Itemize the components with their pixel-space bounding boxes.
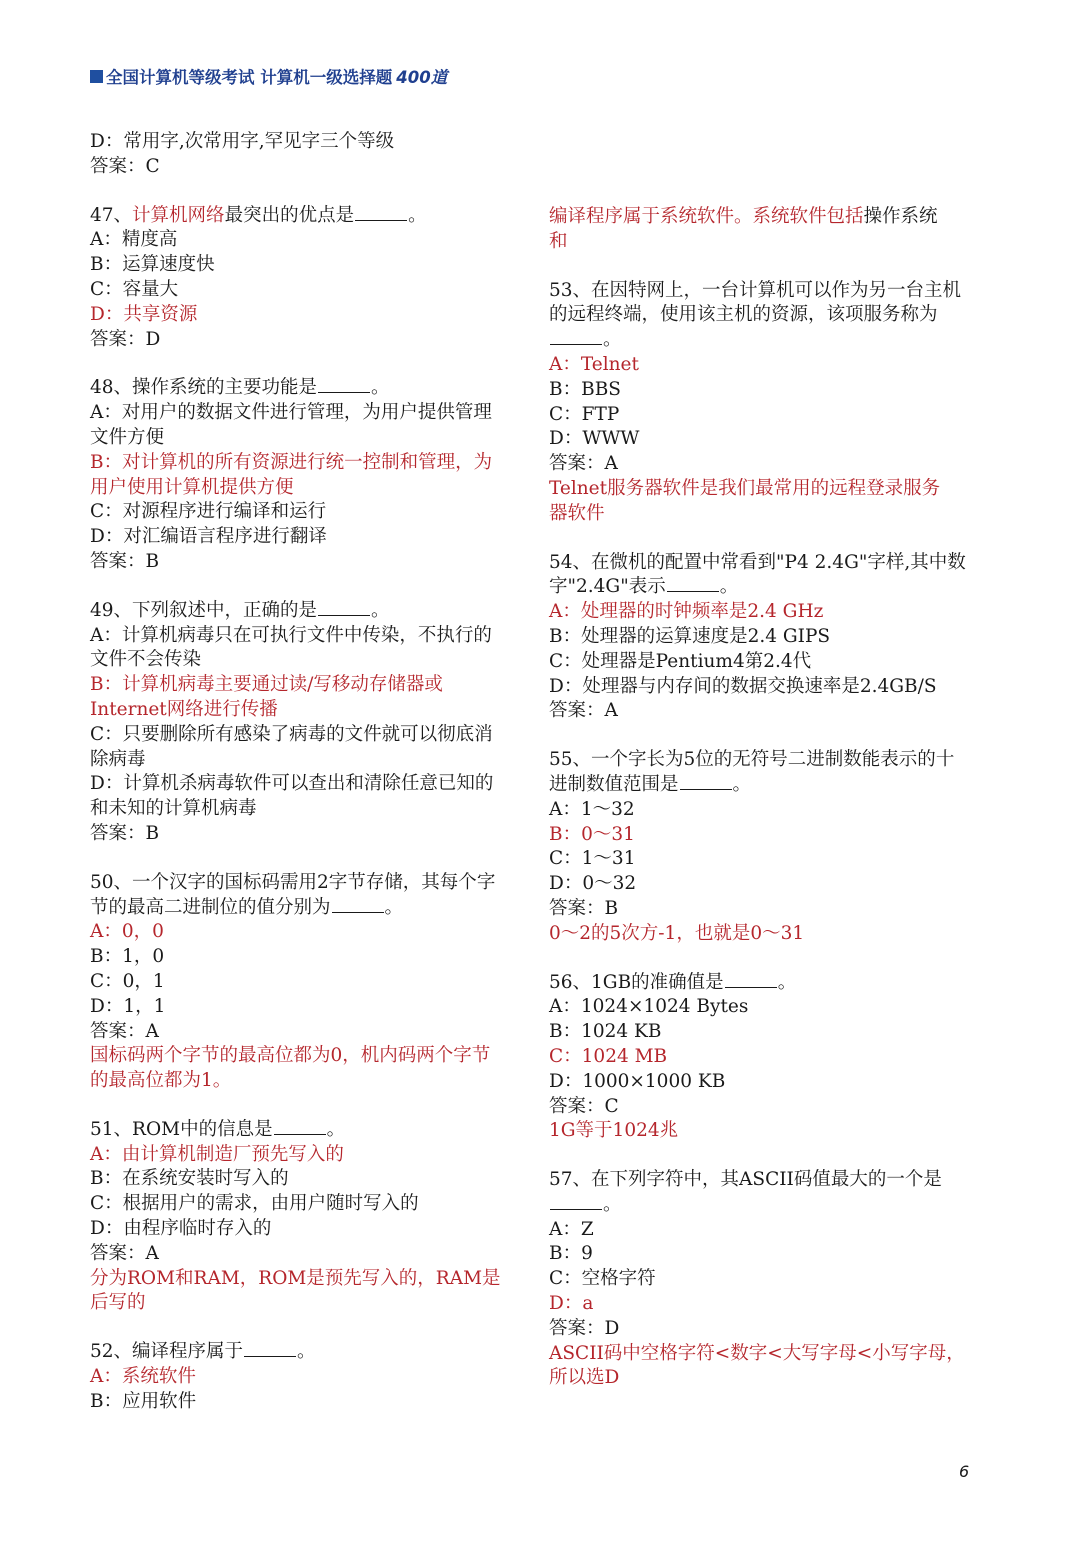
stem-end: 。 [371, 599, 390, 621]
question-block [549, 205, 979, 255]
highlight-line [90, 1143, 515, 1168]
option-line: B：运算速度快 [90, 254, 215, 276]
question-stem [90, 1340, 515, 1365]
question-stem [549, 328, 979, 353]
question-stem [90, 204, 515, 229]
answer-blank [667, 590, 719, 592]
question-stem [549, 303, 979, 328]
answer-blank [680, 788, 732, 790]
option-line: 除病毒 [90, 748, 146, 770]
highlight-line: B：0～31 [549, 823, 635, 845]
option-line: 答案：B [90, 822, 160, 844]
question-block [90, 1340, 515, 1414]
question-block [549, 971, 979, 1145]
question-stem [549, 551, 979, 576]
option-line: C：容量大 [90, 278, 179, 300]
highlight-line: D：a [549, 1293, 594, 1315]
stem-end: 。 [777, 971, 797, 993]
header-square-icon [90, 70, 103, 83]
highlight-line [549, 353, 979, 378]
option-line: C：0，1 [90, 970, 165, 992]
question-block [549, 748, 979, 946]
option-line: D：WWW [549, 428, 640, 450]
question-stem [549, 971, 979, 996]
option-text: 对计算机的所有资源进行统一控制和管理，为 [122, 451, 493, 473]
highlight-line: 器软件 [549, 502, 605, 524]
stem-text: 最突出的优点是 [224, 204, 355, 226]
stem-text: 52、编译程序属于 [90, 1341, 244, 1363]
option-line: D：由程序临时存入的 [90, 1218, 272, 1240]
option-line: 答案：A [90, 1242, 159, 1264]
option-line: 文件方便 [90, 426, 165, 448]
option-line: 答案：D [549, 1317, 620, 1339]
highlight-line: Telnet服务器软件是我们最常用的远程登录服务 [549, 477, 941, 499]
stem-text: 48、操作系统的主要功能是 [90, 377, 318, 399]
highlight-line: 和 [549, 230, 568, 252]
option-line: C：处理器是Pentium4第2.4代 [549, 650, 812, 672]
stem-text: 47、 [90, 204, 133, 226]
option-line: C：空格字符 [549, 1268, 656, 1290]
question-block [549, 1168, 979, 1391]
option-line: B：9 [549, 1243, 593, 1265]
stem-text: 55、一个字长为5位的无符号二进制数能表示的十 [549, 749, 955, 771]
stem-end: 。 [603, 329, 622, 351]
option-line: 答案：A [90, 1020, 159, 1042]
option-label: A： [90, 921, 122, 943]
option-line: C：只要删除所有感染了病毒的文件就可以彻底消 [90, 723, 493, 745]
answer-blank [244, 1355, 296, 1357]
stem-text: 50、一个汉字的国标码需用2字节存储，其每个字 [90, 871, 496, 893]
question-block [90, 871, 515, 1094]
highlight-line: Internet网络进行传播 [90, 698, 278, 720]
option-line: D：常用字,次常用字,罕见字三个等级 [90, 131, 395, 152]
option-line: 和未知的计算机病毒 [90, 798, 257, 820]
stem-text: 54、在微机的配置中常看到"P4 2.4G"字样,其中数 [549, 551, 966, 573]
stem-text: 53、在因特网上，一台计算机可以作为另一台主机 [549, 279, 962, 301]
highlight-line [90, 303, 515, 328]
answer-blank [318, 391, 370, 393]
option-line: D：0～32 [549, 873, 637, 895]
option-line: B：在系统安装时写入的 [90, 1168, 289, 1190]
stem-text: 进制数值范围是 [549, 773, 679, 795]
stem-end: 。 [371, 377, 390, 399]
question-stem [549, 279, 979, 304]
page-number: 6 [959, 1462, 970, 1481]
answer-blank [332, 911, 384, 913]
highlight-line: 1G等于1024兆 [549, 1120, 679, 1142]
option-line: 答案：A [549, 700, 618, 722]
option-line: B：BBS [549, 378, 621, 400]
highlight-line: A：处理器的时钟频率是2.4 GHz [549, 601, 824, 623]
line-text: 编译程序属于系统软件。系统软件包括 [549, 206, 864, 227]
stem-end: 。 [408, 204, 427, 226]
option-line: B：1，0 [90, 946, 165, 968]
page-header [90, 64, 447, 88]
answer-blank [318, 614, 370, 616]
question-stem [90, 376, 515, 401]
highlight-line: 所以选D [549, 1367, 620, 1389]
option-line: 答案：D [90, 328, 161, 350]
answer-blank [550, 1208, 602, 1210]
option-line: A：对用户的数据文件进行管理，为用户提供管理 [90, 402, 492, 424]
option-line: C：1～31 [549, 848, 636, 870]
answer-blank [550, 343, 602, 345]
option-line: 答案：B [549, 897, 619, 919]
option-label: A： [90, 1366, 122, 1388]
question-stem [549, 1193, 979, 1218]
option-text: 0，0 [121, 921, 164, 943]
option-text: 系统软件 [121, 1366, 196, 1388]
question-stem [549, 1168, 979, 1193]
question-block [90, 130, 515, 180]
question-block [90, 376, 515, 574]
option-line: C：对源程序进行编译和运行 [90, 501, 327, 523]
option-line: C：根据用户的需求，由用户随时写入的 [90, 1193, 419, 1215]
stem-end: 。 [719, 576, 739, 598]
question-stem [90, 896, 515, 921]
stem-text: 56、1GB的准确值是 [549, 971, 724, 993]
option-line: A：1024×1024 Bytes [549, 996, 749, 1018]
line-tail: 操作系统 [863, 206, 938, 227]
highlight-line [549, 205, 979, 230]
stem-end: 。 [297, 1341, 316, 1363]
option-line: D：1000×1000 KB [549, 1070, 726, 1092]
stem-end: 。 [384, 896, 404, 918]
highlight-line: 0～2的5次方-1，也就是0～31 [549, 922, 805, 944]
stem-end: 。 [732, 773, 752, 795]
option-text: Telnet [580, 353, 639, 375]
highlight-line: ASCII码中空格字符<数字<大写字母<小写字母， [549, 1342, 965, 1364]
option-line: 文件不会传染 [90, 649, 202, 671]
option-text: 共享资源 [123, 303, 198, 325]
highlight-line [90, 451, 515, 476]
stem-text: 节的最高二进制位的值分别为 [90, 896, 331, 918]
stem-text: 49、下列叙述中，正确的是 [90, 599, 318, 621]
highlight-line: 分为ROM和RAM，ROM是预先写入的，RAM是 [90, 1267, 501, 1289]
question-stem [90, 599, 515, 624]
highlight-line [90, 1365, 515, 1390]
option-line: 答案：C [549, 1095, 619, 1117]
answer-blank [725, 986, 777, 988]
stem-end: 。 [326, 1118, 346, 1140]
question-stem [549, 773, 979, 798]
question-stem [549, 748, 979, 773]
question-block [549, 279, 979, 527]
option-label: B： [90, 674, 123, 696]
option-line: D：1，1 [90, 995, 166, 1017]
highlight-line: 的最高位都为1。 [90, 1070, 232, 1092]
highlight-line: 后写的 [90, 1292, 146, 1314]
option-line: D：对汇编语言程序进行翻译 [90, 526, 327, 548]
highlight-line: 国标码两个字节的最高位都为0，机内码两个字节 [90, 1045, 491, 1067]
highlight-line: C：1024 MB [549, 1045, 668, 1067]
option-line: C：FTP [549, 403, 620, 425]
option-line: A：1～32 [549, 798, 635, 820]
question-block [90, 204, 515, 353]
option-label: A： [90, 1143, 122, 1165]
question-stem [90, 871, 515, 896]
option-line: A：Z [549, 1218, 594, 1240]
stem-text: 的远程终端，使用该主机的资源，该项服务称为 [549, 304, 938, 326]
stem-text: 57、在下列字符中，其ASCII码值最大的一个是 [549, 1169, 942, 1191]
header-title: 全国计算机等级考试 计算机一级选择题 [106, 68, 393, 87]
stem-highlight: 计算机网络 [132, 204, 225, 226]
highlight-line [90, 673, 515, 698]
option-line: 答案：C [90, 155, 160, 177]
question-block [90, 599, 515, 847]
option-line: 答案：A [549, 453, 618, 475]
left-column [90, 130, 515, 1439]
option-line: D：处理器与内存间的数据交换速率是2.4GB/S [549, 675, 937, 697]
option-line: B：处理器的运算速度是2.4 GIPS [549, 625, 831, 647]
stem-text: 51、ROM中的信息是 [90, 1118, 273, 1140]
option-text: 计算机病毒主要通过读/写移动存储器或 [122, 674, 443, 696]
right-column [549, 205, 979, 1415]
question-stem [549, 575, 979, 600]
option-line: B：应用软件 [90, 1390, 197, 1412]
answer-blank [274, 1133, 326, 1135]
answer-blank [355, 219, 407, 221]
option-line: 答案：B [90, 550, 160, 572]
highlight-line: 用户使用计算机提供方便 [90, 476, 294, 498]
question-block [549, 551, 979, 725]
option-line: D：计算机杀病毒软件可以查出和清除任意已知的 [90, 773, 494, 795]
highlight-line [90, 920, 515, 945]
option-label: B： [90, 451, 123, 473]
option-line: A：精度高 [90, 229, 178, 251]
option-label: D： [90, 303, 124, 325]
option-line: A：计算机病毒只在可执行文件中传染，不执行的 [90, 624, 492, 646]
option-line: B：1024 KB [549, 1021, 662, 1043]
option-text: 由计算机制造厂预先写入的 [121, 1143, 344, 1165]
option-label: A： [549, 353, 581, 375]
question-block [90, 1118, 515, 1316]
stem-text: 字"2.4G"表示 [549, 576, 666, 598]
stem-end: 。 [603, 1193, 622, 1215]
question-stem [90, 1118, 515, 1143]
header-count: 400道 [396, 68, 448, 87]
